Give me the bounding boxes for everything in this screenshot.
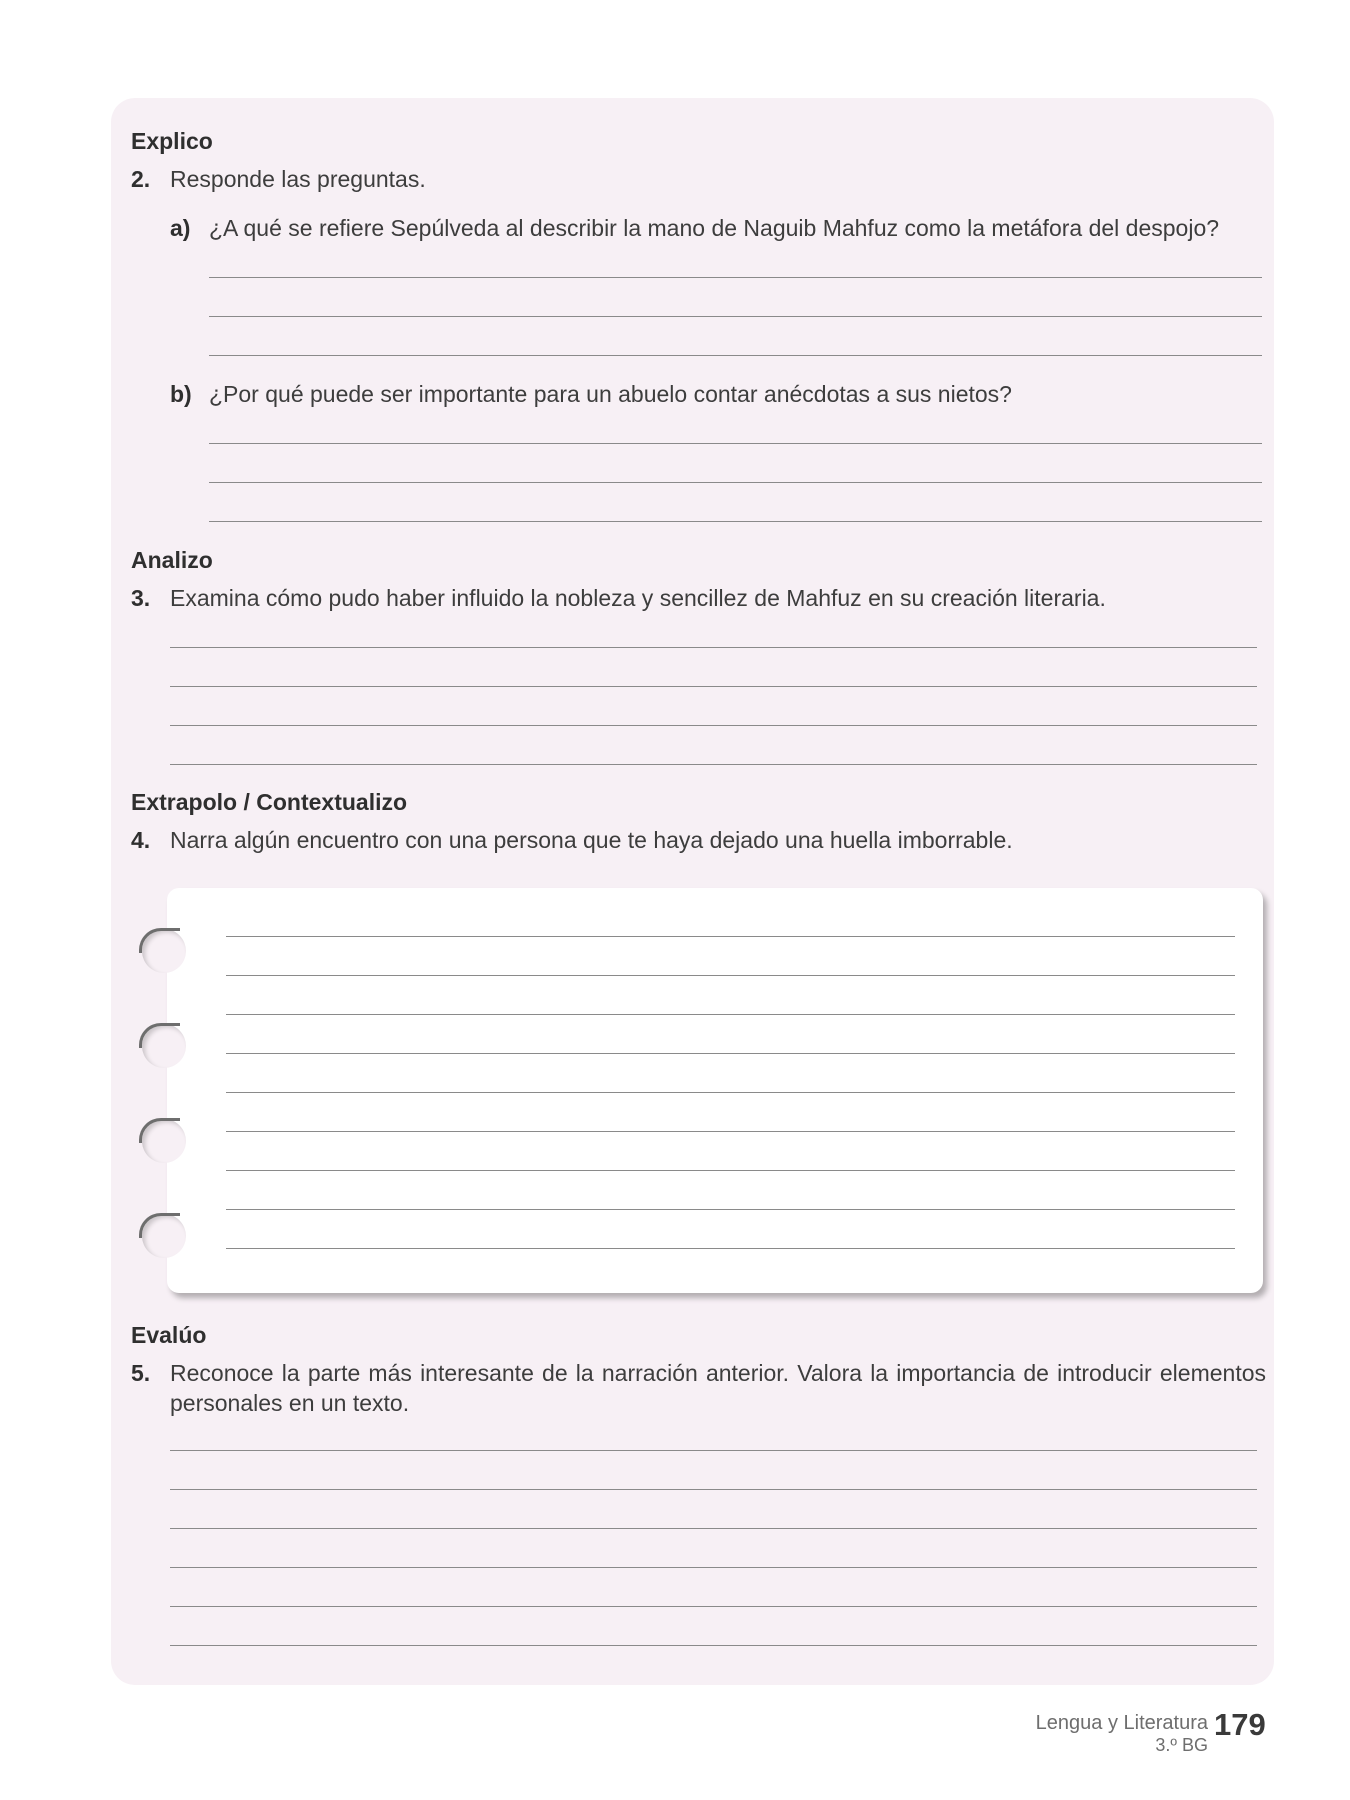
notebook-line-2[interactable] (226, 975, 1235, 976)
answer-line-5-6[interactable] (170, 1645, 1257, 1646)
footer-grade: 3.º BG (1155, 1735, 1208, 1755)
answer-line-5-4[interactable] (170, 1567, 1257, 1568)
question-4-text: Narra algún encuentro con una persona que te haya dejado una huella imborrable. (170, 827, 1013, 853)
question-3-text: Examina cómo pudo haber influido la nobleza y sencillez de Mahfuz en su creación literaria. (170, 585, 1106, 611)
question-3 (131, 583, 1261, 613)
question-5-text: Reconoce la parte más interesante de la narración anterior. Valora la importancia de introducir elementos personales en un texto. (170, 1360, 1266, 1416)
answer-line-5-5[interactable] (170, 1606, 1257, 1607)
question-5-number: 5. (131, 1360, 151, 1386)
notebook-line-4[interactable] (226, 1053, 1235, 1054)
notebook-line-6[interactable] (226, 1131, 1235, 1132)
answer-line-5-3[interactable] (170, 1528, 1257, 1529)
question-2b-letter: b) (170, 381, 192, 407)
answer-line-3-1[interactable] (170, 647, 1257, 648)
heading-explico: Explico (131, 128, 213, 154)
question-2a-text: ¿A qué se refiere Sepúlveda al describir la mano de Naguib Mahfuz como la metáfora del despojo? (209, 215, 1220, 241)
question-2-number: 2. (131, 166, 151, 192)
notebook-card (167, 888, 1263, 1293)
question-2a-letter: a) (170, 215, 191, 241)
answer-line-5-1[interactable] (170, 1450, 1257, 1451)
notebook-line-3[interactable] (226, 1014, 1235, 1015)
heading-analizo: Analizo (131, 547, 213, 573)
answer-line-2b-1[interactable] (209, 443, 1262, 444)
answer-line-3-4[interactable] (170, 764, 1257, 765)
answer-line-2b-2[interactable] (209, 482, 1262, 483)
question-2 (131, 164, 1261, 194)
notebook-line-9[interactable] (226, 1248, 1235, 1249)
answer-line-2a-3[interactable] (209, 355, 1262, 356)
notebook-line-7[interactable] (226, 1170, 1235, 1171)
question-4 (131, 825, 1261, 855)
question-3-number: 3. (131, 585, 151, 611)
footer-subject: Lengua y Literatura (1035, 1712, 1208, 1734)
notebook-line-1[interactable] (226, 936, 1235, 937)
question-2a (170, 213, 1265, 243)
heading-extrapolo: Extrapolo / Contextualizo (131, 789, 408, 815)
answer-line-2a-1[interactable] (209, 277, 1262, 278)
answer-line-2b-3[interactable] (209, 521, 1262, 522)
page-number: 179 (1214, 1707, 1266, 1742)
answer-line-3-2[interactable] (170, 686, 1257, 687)
question-2b (170, 379, 1265, 409)
question-5 (131, 1358, 1266, 1418)
heading-evaluo: Evalúo (131, 1322, 207, 1348)
question-2-text: Responde las preguntas. (170, 166, 426, 192)
notebook-line-5[interactable] (226, 1092, 1235, 1093)
answer-line-5-2[interactable] (170, 1489, 1257, 1490)
answer-line-2a-2[interactable] (209, 316, 1262, 317)
question-2b-text: ¿Por qué puede ser importante para un abuelo contar anécdotas a sus nietos? (209, 381, 1012, 407)
notebook-line-8[interactable] (226, 1209, 1235, 1210)
question-4-number: 4. (131, 827, 151, 853)
answer-line-3-3[interactable] (170, 725, 1257, 726)
